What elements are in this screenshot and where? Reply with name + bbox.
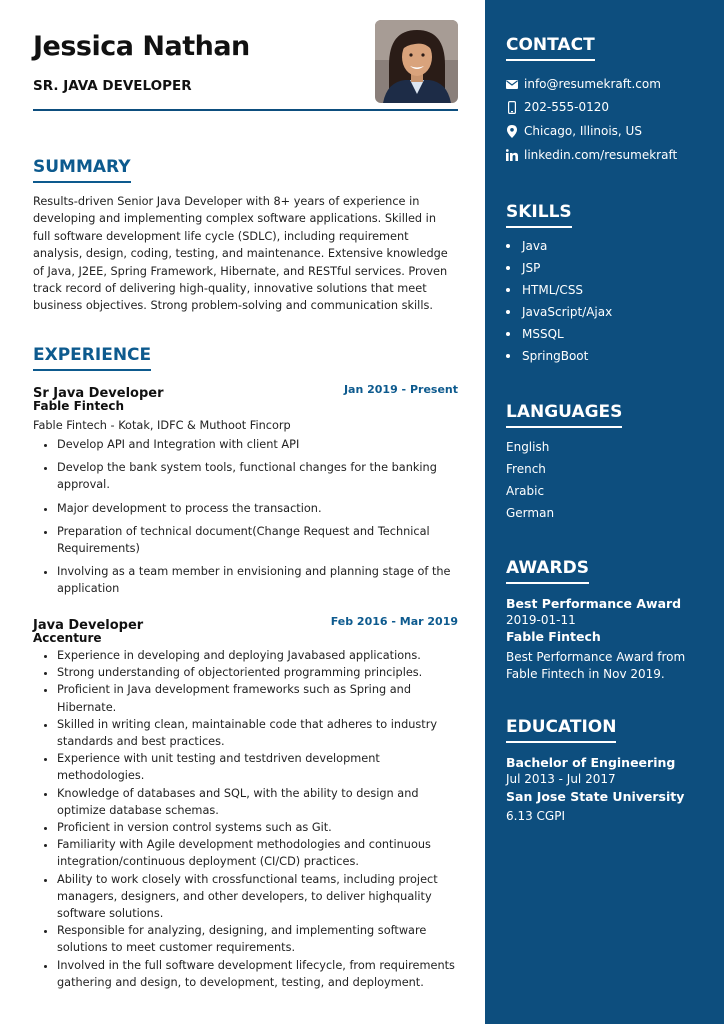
job-bullet: • Experience in developing and deploying Javabased applications. xyxy=(57,647,458,664)
skill-item: SpringBoot xyxy=(506,349,588,363)
map-pin-icon xyxy=(506,125,518,138)
candidate-name: Jessica Nathan xyxy=(33,31,250,62)
job-bullets xyxy=(33,436,458,598)
contact-heading: CONTACT xyxy=(506,35,595,61)
job-bullet: • Proficient in version control systems such as Git. xyxy=(57,819,458,836)
job-bullet: • Strong understanding of objectoriented programming principles. xyxy=(57,664,458,681)
contact-linkedin[interactable]: linkedin.com/resumekraft xyxy=(506,148,677,162)
contact-email[interactable]: info@resumekraft.com xyxy=(506,77,661,91)
language-item: German xyxy=(506,506,555,520)
job-bullet: • Familiarity with Agile development methodologies and continuous integration/continuous deployment (CI/CD) practices. xyxy=(57,836,458,870)
skill-item: JavaScript/Ajax xyxy=(506,305,612,319)
phone-icon xyxy=(506,101,518,114)
skill-item: MSSQL xyxy=(506,327,564,341)
job-client: Fable Fintech - Kotak, IDFC & Muthoot Fincorp xyxy=(33,419,291,432)
job-bullet: • Skilled in writing clean, maintainable code that adheres to industry standards and best practices. xyxy=(57,716,458,750)
job-bullet: • Develop the bank system tools, functional changes for the banking approval. xyxy=(57,459,458,493)
job-bullet: • Proficient in Java development frameworks such as Spring and Hibernate. xyxy=(57,681,458,715)
education-heading: EDUCATION xyxy=(506,717,616,743)
job-company: Fable Fintech xyxy=(33,399,124,413)
job-role: Java Developer xyxy=(33,618,144,633)
job-bullet: • Experience with unit testing and testdriven development methodologies. xyxy=(57,750,458,784)
skills-heading: SKILLS xyxy=(506,202,572,228)
award-description: Best Performance Award from Fable Fintech in Nov 2019. xyxy=(506,650,686,681)
languages-heading: LANGUAGES xyxy=(506,402,622,428)
job-date: Feb 2016 - Mar 2019 xyxy=(330,615,458,628)
job-bullet: • Involved in the full software development lifecycle, from requirements gathering and design, to development, testing, and deployment. xyxy=(57,957,458,991)
contact-location: Chicago, Illinois, US xyxy=(506,124,642,138)
education-school: San Jose State University xyxy=(506,789,685,804)
envelope-icon xyxy=(506,80,518,89)
job-bullet: • Responsible for analyzing, designing, and implementing software solutions to meet customer requirements. xyxy=(57,922,458,956)
skill-item: JSP xyxy=(506,261,540,275)
summary-heading: SUMMARY xyxy=(33,157,131,183)
header-divider xyxy=(33,109,458,111)
job-bullet: • Involving as a team member in envisioning and planning stage of the application xyxy=(57,563,458,597)
language-item: Arabic xyxy=(506,484,545,498)
education-score: 6.13 CGPI xyxy=(506,809,565,823)
job-bullet: • Preparation of technical document(Change Request and Technical Requirements) xyxy=(57,523,458,557)
education-degree: Bachelor of Engineering xyxy=(506,755,676,770)
candidate-title: SR. JAVA DEVELOPER xyxy=(33,78,192,94)
profile-photo xyxy=(375,20,458,103)
job-bullet: • Major development to process the transaction. xyxy=(57,500,458,517)
award-org: Fable Fintech xyxy=(506,629,601,644)
skill-item: HTML/CSS xyxy=(506,283,583,297)
skill-item: Java xyxy=(506,239,547,253)
education-dates: Jul 2013 - Jul 2017 xyxy=(506,772,616,786)
award-date: 2019-01-11 xyxy=(506,613,576,627)
experience-heading: EXPERIENCE xyxy=(33,345,151,371)
job-bullets xyxy=(33,647,458,991)
awards-heading: AWARDS xyxy=(506,558,589,584)
job-date: Jan 2019 - Present xyxy=(343,383,458,396)
job-bullet: • Ability to work closely with crossfunctional teams, including project managers, designers, and other developers, to deliver highquality software solutions. xyxy=(57,871,458,923)
job-bullet: • Develop API and Integration with client API xyxy=(57,436,458,453)
language-item: French xyxy=(506,462,546,476)
job-bullet: • Knowledge of databases and SQL, with the ability to design and optimize database schemas. xyxy=(57,785,458,819)
job-entry xyxy=(33,382,458,604)
job-company: Accenture xyxy=(33,631,102,645)
contact-phone[interactable]: 202-555-0120 xyxy=(506,100,609,114)
sidebar xyxy=(485,0,724,1024)
language-item: English xyxy=(506,440,550,454)
award-name: Best Performance Award xyxy=(506,596,682,611)
job-entry xyxy=(33,614,458,991)
linkedin-icon xyxy=(506,149,518,161)
summary-text: Results-driven Senior Java Developer with 8+ years of experience in developing and implementing complex software applications. Skilled in full software development life cycle (SDLC), including requirement analysis, design, coding, testing, and maintenance. Extensive knowledge of Java, J2EE, Spring Framework, Hibernate, and RESTful services. Proven track record of delivering high-quality, innovative solutions that meet business objectives. Strong problem-solving and communication skills. xyxy=(33,195,448,313)
job-role: Sr Java Developer xyxy=(33,386,164,401)
